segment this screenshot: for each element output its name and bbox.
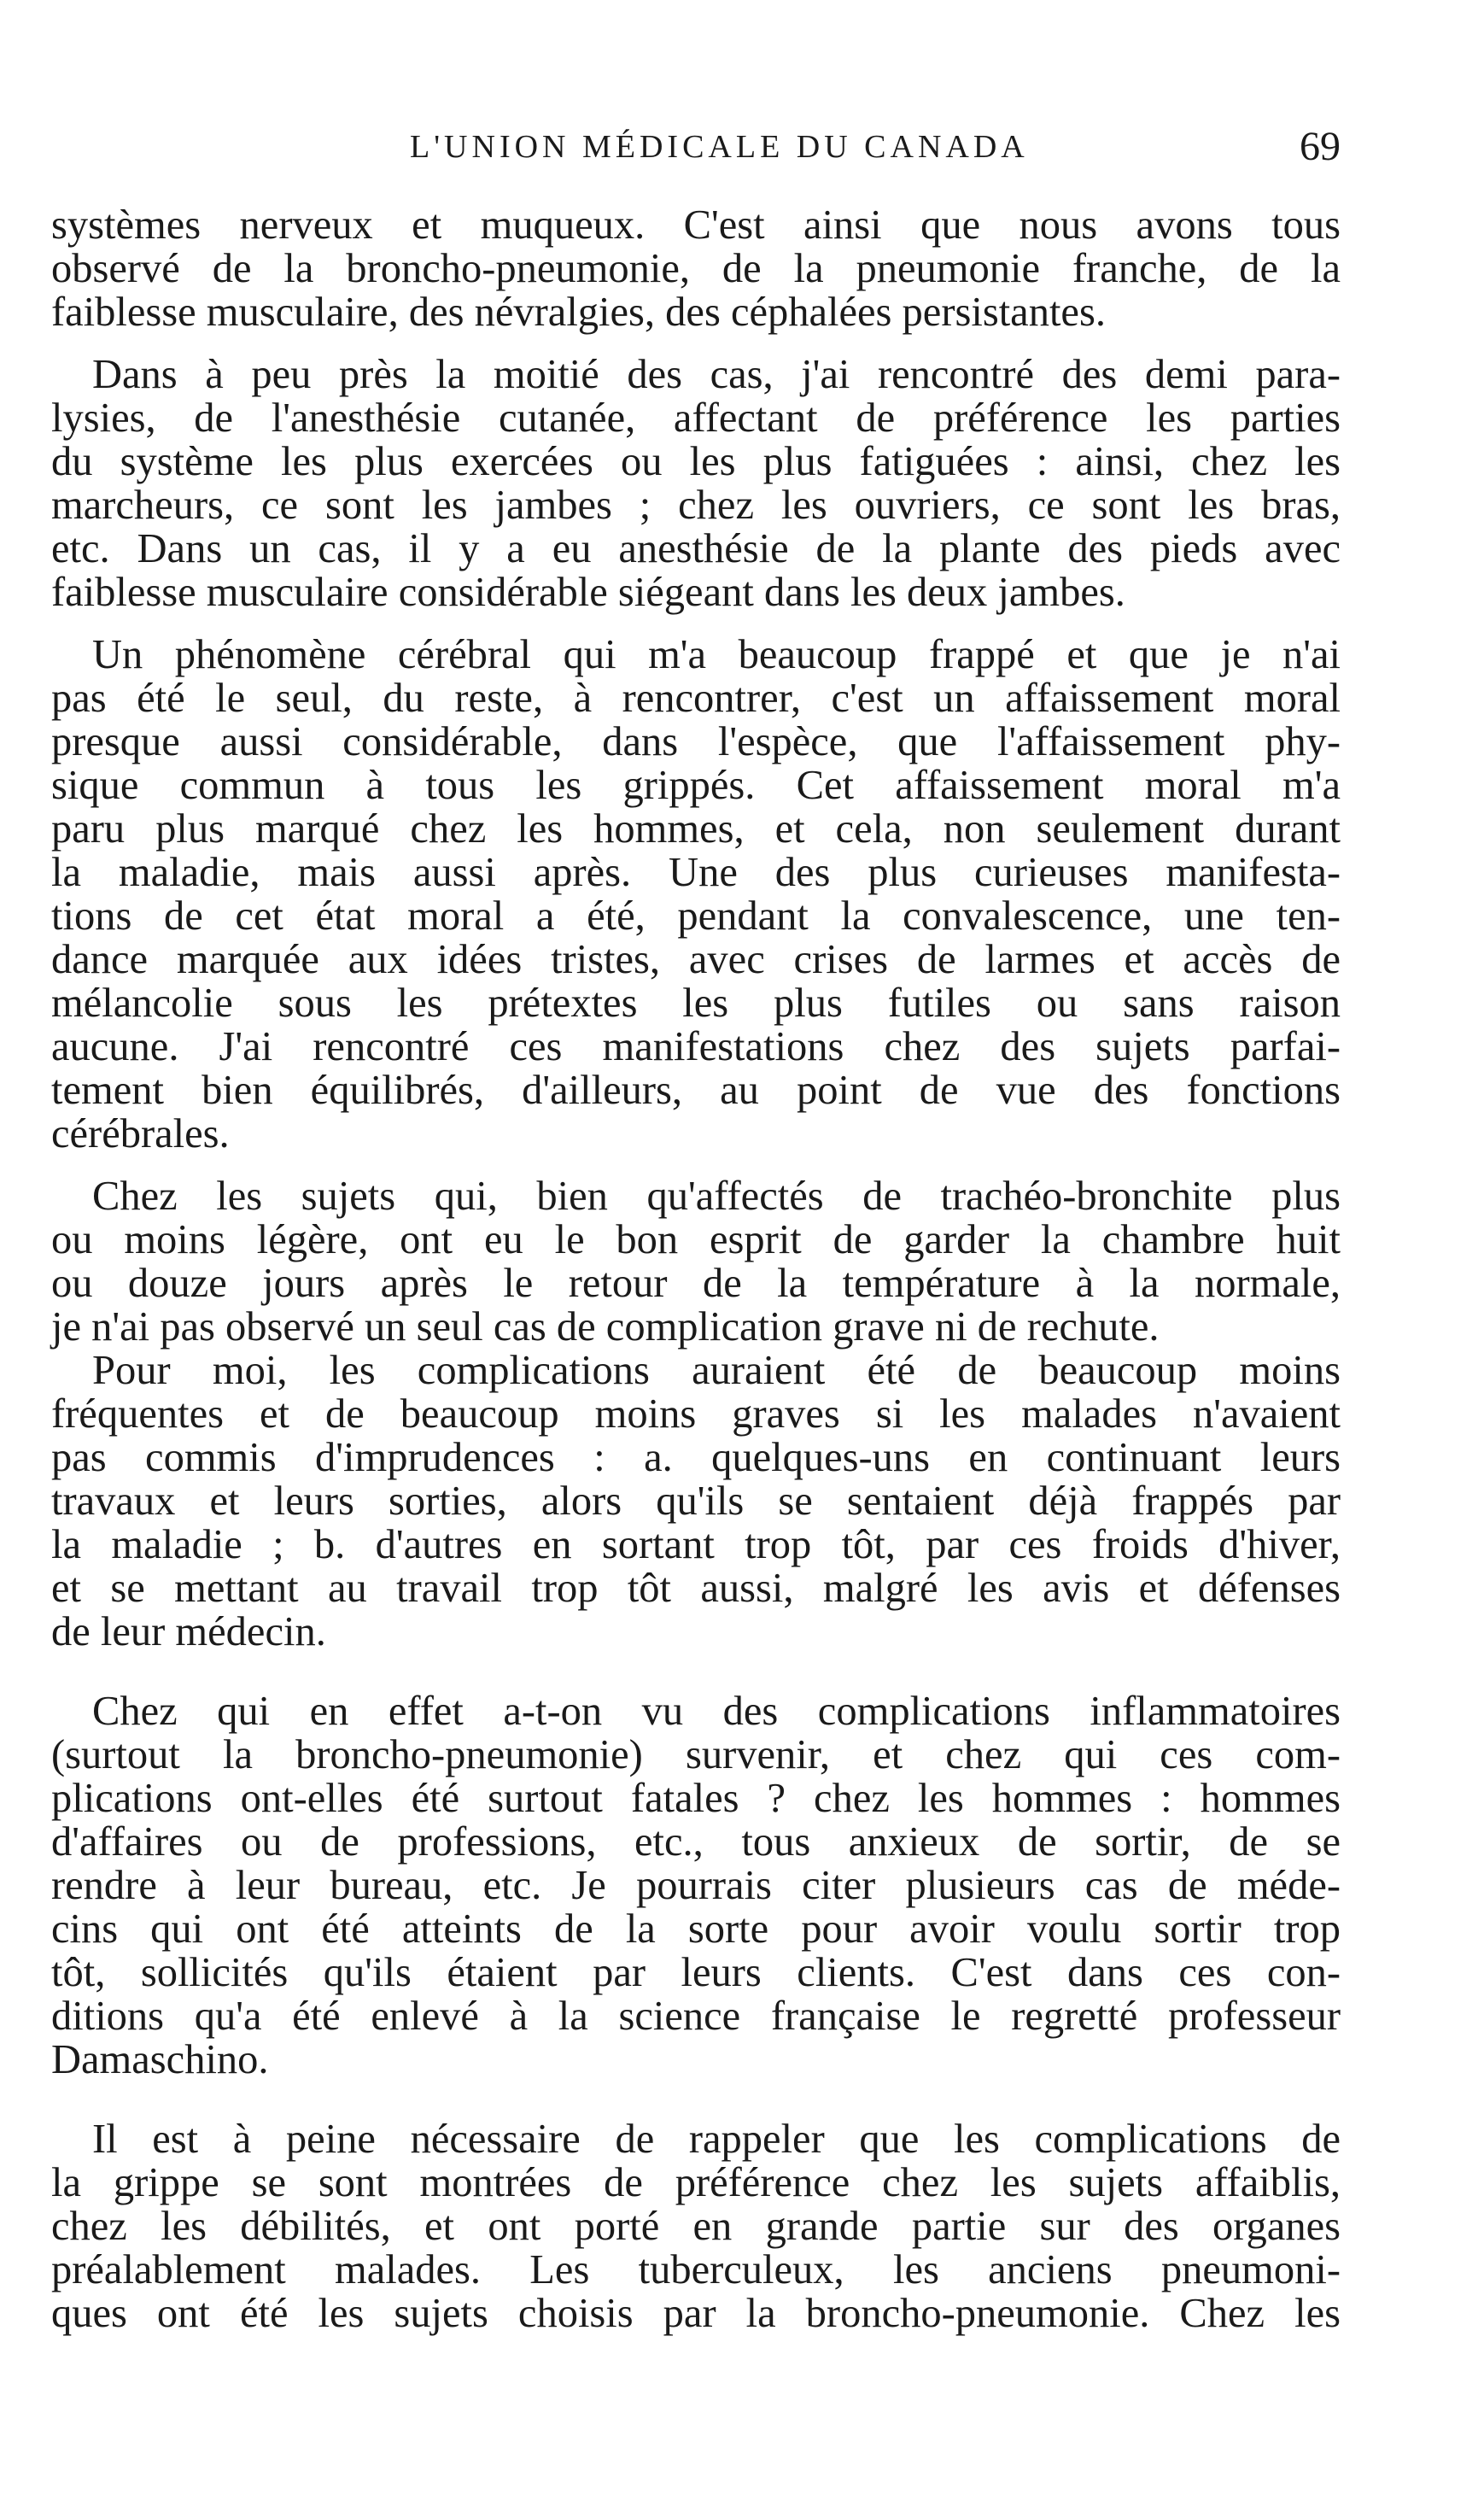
text-line: je n'ai pas observé un seul cas de complication grave ni de rechute. [51, 1304, 1160, 1350]
paragraph-2 [51, 353, 1341, 614]
text-line: du système les plus exercées ou les plus fatiguées : ainsi, chez les [51, 439, 1341, 484]
text-line: faiblesse musculaire considérable siégeant dans les deux jambes. [51, 570, 1125, 615]
text-line: Pour moi, les complications auraient été de beaucoup moins [92, 1348, 1341, 1393]
text-line: ou moins légère, ont eu le bon esprit de garder la chambre huit [51, 1217, 1341, 1262]
text-line: la grippe se sont montrées de préférence chez les sujets affaiblis, [51, 2160, 1341, 2205]
running-title: L'UNION MÉDICALE DU CANADA [410, 129, 1029, 165]
text-line: Un phénomène cérébral qui m'a beaucoup frappé et que je n'ai [92, 632, 1341, 677]
text-line: observé de la broncho-pneumonie, de la pneumonie franche, de la [51, 246, 1341, 291]
paragraph-3 [51, 633, 1341, 1156]
body-text [51, 203, 1341, 2335]
text-line: dance marquée aux idées tristes, avec crises de larmes et accès de [51, 937, 1341, 982]
text-line: de leur médecin. [51, 1609, 326, 1654]
text-line: et se mettant au travail trop tôt aussi, malgré les avis et défenses [51, 1566, 1341, 1611]
text-line: Chez les sujets qui, bien qu'affectés de trachéo-bronchite plus [92, 1174, 1341, 1219]
text-line: cérébrales. [51, 1111, 230, 1156]
paragraph-1 [51, 203, 1341, 334]
text-line: d'affaires ou de professions, etc., tous anxieux de sortir, de se [51, 1819, 1341, 1865]
page-number: 69 [1300, 124, 1341, 169]
paragraph-4 [51, 1174, 1341, 1349]
text-line: Chez qui en effet a-t-on vu des complications inflammatoires [92, 1689, 1341, 1734]
text-line: paru plus marqué chez les hommes, et cela, non seulement durant [51, 806, 1341, 852]
text-line: systèmes nerveux et muqueux. C'est ainsi que nous avons tous [51, 202, 1341, 248]
text-line: marcheurs, ce sont les jambes ; chez les ouvriers, ce sont les bras, [51, 483, 1341, 528]
text-line: faiblesse musculaire, des névralgies, des céphalées persistantes. [51, 290, 1106, 335]
text-line: presque aussi considérable, dans l'espèce, que l'affaissement phy- [51, 719, 1341, 764]
text-line: préalablement malades. Les tuberculeux, les anciens pneumoni- [51, 2247, 1341, 2292]
text-line: fréquentes et de beaucoup moins graves si les malades n'avaient [51, 1391, 1341, 1437]
paragraph-6 [51, 1689, 1341, 2082]
text-line: Damaschino. [51, 2037, 269, 2082]
text-line: ditions qu'a été enlevé à la science française le regretté professeur [51, 1994, 1341, 2039]
text-line: rendre à leur bureau, etc. Je pourrais citer plusieurs cas de méde- [51, 1863, 1341, 1908]
page-header [51, 124, 1341, 179]
paragraph-5 [51, 1349, 1341, 1654]
text-line: cins qui ont été atteints de la sorte pour avoir voulu sortir trop [51, 1906, 1341, 1952]
text-line: pas commis d'imprudences : a. quelques-uns en continuant leurs [51, 1435, 1341, 1480]
text-line: tement bien équilibrés, d'ailleurs, au point de vue des fonctions [51, 1068, 1341, 1113]
text-line: la maladie, mais aussi après. Une des plus curieuses manifesta- [51, 850, 1341, 895]
text-line: sique commun à tous les grippés. Cet affaissement moral m'a [51, 763, 1341, 808]
text-line: etc. Dans un cas, il y a eu anesthésie de la plante des pieds avec [51, 526, 1341, 571]
text-line: ou douze jours après le retour de la température à la normale, [51, 1261, 1341, 1306]
text-line: pas été le seul, du reste, à rencontrer, c'est un affaissement moral [51, 676, 1341, 721]
text-line: travaux et leurs sorties, alors qu'ils se sentaient déjà frappés par [51, 1479, 1341, 1524]
text-line: la maladie ; b. d'autres en sortant trop tôt, par ces froids d'hiver, [51, 1522, 1341, 1567]
text-line: (surtout la broncho-pneumonie) survenir, et chez qui ces com- [51, 1732, 1341, 1777]
text-line: chez les débilités, et ont porté en grande partie sur des organes [51, 2204, 1341, 2249]
text-line: aucune. J'ai rencontré ces manifestations chez des sujets parfai- [51, 1024, 1341, 1069]
text-line: tions de cet état moral a été, pendant la convalescence, une ten- [51, 893, 1341, 939]
text-line: tôt, sollicités qu'ils étaient par leurs clients. C'est dans ces con- [51, 1950, 1341, 1995]
text-line: ques ont été les sujets choisis par la broncho-pneumonie. Chez les [51, 2291, 1341, 2336]
text-line: mélancolie sous les prétextes les plus futiles ou sans raison [51, 981, 1341, 1026]
text-line: plications ont-elles été surtout fatales ? chez les hommes : hommes [51, 1776, 1341, 1821]
text-line: Dans à peu près la moitié des cas, j'ai rencontré des demi para- [92, 352, 1341, 397]
text-line: Il est à peine nécessaire de rappeler que les complications de [92, 2117, 1341, 2162]
text-line: lysies, de l'anesthésie cutanée, affectant de préférence les parties [51, 395, 1341, 441]
paragraph-7 [51, 2117, 1341, 2335]
